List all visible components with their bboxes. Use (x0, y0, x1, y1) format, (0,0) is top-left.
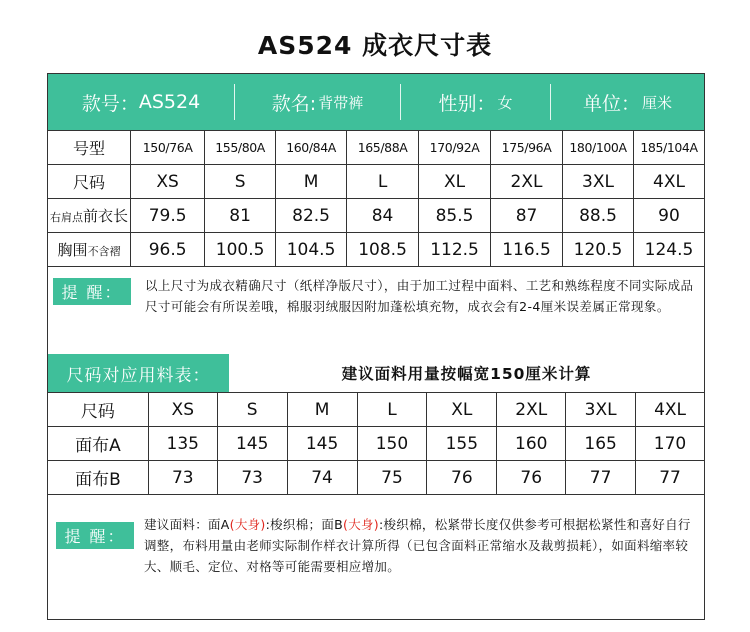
table-cell: 96.5 (131, 233, 205, 267)
table-cell: 100.5 (205, 233, 276, 267)
table-row (48, 131, 705, 165)
table-cell: 104.5 (276, 233, 347, 267)
table-cell: 4XL (633, 165, 704, 199)
table-cell: 90 (633, 199, 704, 233)
table-cell: 2XL (491, 165, 563, 199)
table-cell: 82.5 (276, 199, 347, 233)
table-cell: 4XL (636, 393, 705, 427)
table-cell: 170/92A (419, 131, 491, 165)
table-cell: 145 (287, 427, 357, 461)
table-cell: 88.5 (563, 199, 634, 233)
gender-value: 女 (497, 93, 513, 112)
size-chart-frame (47, 73, 705, 620)
table-cell: 77 (636, 461, 705, 495)
highlight-body-a: (大身) (229, 517, 266, 532)
table-cell: 74 (287, 461, 357, 495)
table-cell: 3XL (563, 165, 634, 199)
table-cell: 165 (566, 427, 636, 461)
gender-cell (401, 84, 551, 120)
table-row (48, 233, 705, 267)
table-cell: 150/76A (131, 131, 205, 165)
table-cell: 108.5 (347, 233, 419, 267)
table-cell: XL (427, 393, 497, 427)
row-label-prefix: 右肩点 (50, 211, 84, 224)
style-number-cell (48, 84, 235, 120)
table-cell: 150 (357, 427, 427, 461)
row-label-main: 胸围 (57, 241, 88, 259)
table-cell: 84 (347, 199, 419, 233)
table-cell: 2XL (497, 393, 566, 427)
table-cell: S (217, 393, 287, 427)
table-cell: XS (131, 165, 205, 199)
table-cell: 73 (217, 461, 287, 495)
table-cell: XL (419, 165, 491, 199)
row-label-fabric-a: 面布A (48, 427, 149, 461)
row-label-model: 号型 (48, 131, 131, 165)
table-row (48, 393, 705, 427)
table-cell: 175/96A (491, 131, 563, 165)
table-cell: 170 (636, 427, 705, 461)
table-cell: 165/88A (347, 131, 419, 165)
fabric-section-subtitle: 建议面料用量按幅宽150厘米计算 (341, 365, 592, 383)
table-cell: 75 (357, 461, 427, 495)
note-text-part: :梭织棉；面B (265, 517, 344, 532)
fabric-table (47, 392, 705, 495)
table-cell: 160/84A (276, 131, 347, 165)
size-note (48, 267, 704, 347)
style-name-value: 背带裤 (318, 93, 364, 112)
table-row (48, 199, 705, 233)
table-cell: 85.5 (419, 199, 491, 233)
unit-label: 单位： (582, 92, 640, 115)
table-cell: 76 (427, 461, 497, 495)
note-text-part: :梭织棉，松紧带长度仅供参考可根据松紧性和喜好自行调整，布料用量由老师实际制作样衣计算所得（已包含面料正常缩水及裁剪损耗），如面料缩率较大、顺毛、定位、对格等可能需要相应增加。 (144, 517, 691, 574)
table-cell: 3XL (566, 393, 636, 427)
table-cell: 180/100A (563, 131, 634, 165)
size-note-text: 以上尺寸为成衣精确尺寸（纸样净版尺寸），由于加工过程中面料、工艺和熟练程度不同实际成品尺寸可能会有所误差哦，棉服羽绒服因附加蓬松填充物，成衣会有2-4厘米误差属正常现象。 (145, 278, 694, 314)
row-label-size: 尺码 (48, 393, 149, 427)
table-cell: 116.5 (491, 233, 563, 267)
unit-cell (551, 84, 704, 120)
table-cell: 160 (497, 427, 566, 461)
table-row (48, 461, 705, 495)
table-cell: 73 (148, 461, 217, 495)
table-row (48, 165, 705, 199)
reminder-badge: 提 醒： (56, 522, 134, 549)
gender-label: 性别： (438, 92, 496, 115)
page-title: AS524 成衣尺寸表 (257, 31, 493, 60)
table-cell: 77 (566, 461, 636, 495)
row-label-main: 前衣长 (83, 207, 129, 225)
style-name-cell (235, 84, 401, 120)
table-cell: XS (148, 393, 217, 427)
table-cell: 112.5 (419, 233, 491, 267)
highlight-body-b: (大身) (343, 517, 379, 532)
fabric-note-text (144, 514, 700, 577)
style-name-label: 款名: (271, 92, 317, 115)
table-cell: M (276, 165, 347, 199)
table-cell: 185/104A (633, 131, 704, 165)
table-cell: 79.5 (131, 199, 205, 233)
fabric-note (48, 504, 704, 619)
table-cell: 124.5 (633, 233, 704, 267)
unit-value: 厘米 (642, 93, 673, 112)
row-label-front-length (48, 199, 131, 233)
table-cell: S (205, 165, 276, 199)
table-cell: 81 (205, 199, 276, 233)
style-number-value: AS524 (138, 91, 201, 113)
note-text-part: 建议面料：面A (144, 517, 230, 532)
reminder-badge: 提 醒： (53, 278, 131, 305)
row-label-chest (48, 233, 131, 267)
size-table (47, 130, 705, 267)
table-cell: 135 (148, 427, 217, 461)
table-cell: 87 (491, 199, 563, 233)
table-cell: 145 (217, 427, 287, 461)
table-cell: 76 (497, 461, 566, 495)
fabric-section-header (48, 354, 704, 392)
table-cell: 155 (427, 427, 497, 461)
table-cell: M (287, 393, 357, 427)
row-label-suffix: 不含褶 (87, 245, 121, 258)
row-label-fabric-b: 面布B (48, 461, 149, 495)
row-label-size: 尺码 (48, 165, 131, 199)
table-cell: 155/80A (205, 131, 276, 165)
table-row (48, 427, 705, 461)
header-bar (48, 74, 704, 130)
table-cell: L (347, 165, 419, 199)
fabric-section-title: 尺码对应用料表： (48, 354, 229, 392)
style-number-label: 款号： (81, 92, 139, 115)
table-cell: 120.5 (563, 233, 634, 267)
table-cell: L (357, 393, 427, 427)
